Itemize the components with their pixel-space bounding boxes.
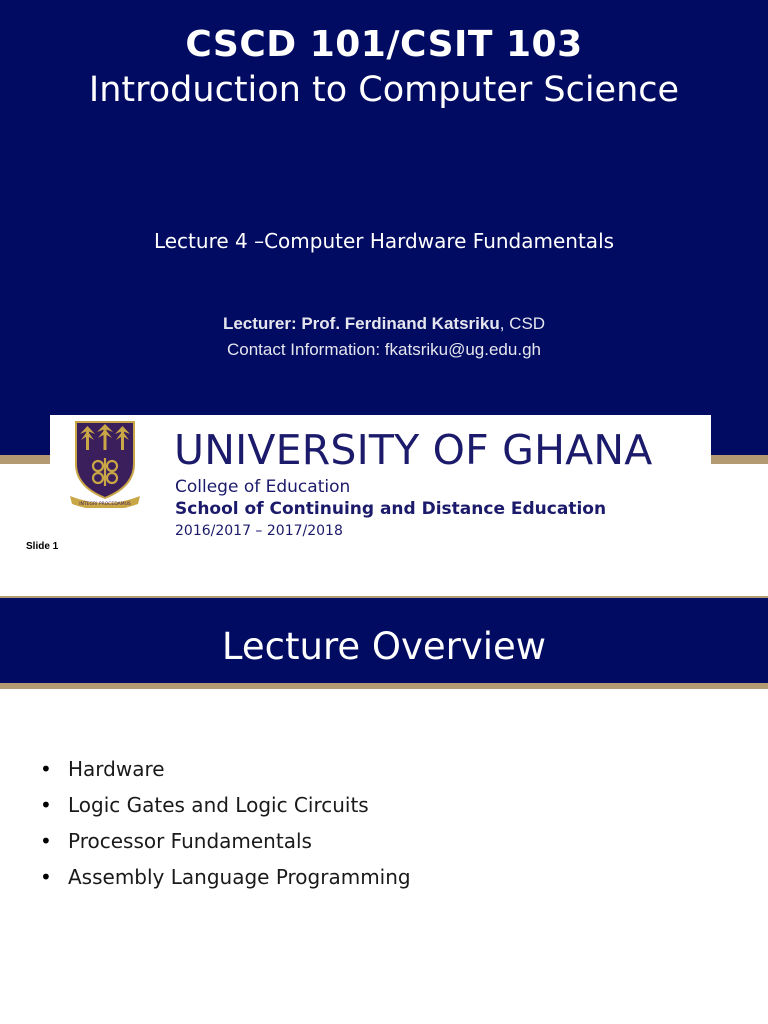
course-code: CSCD 101/CSIT 103 xyxy=(185,24,583,65)
gold-divider-top xyxy=(0,596,768,598)
overview-slide xyxy=(0,596,768,1024)
lecturer-dept: , CSD xyxy=(499,314,546,333)
school-name: School of Continuing and Distance Education xyxy=(175,499,607,519)
course-name: Introduction to Computer Science xyxy=(88,70,680,110)
slide-number: Slide 1 xyxy=(26,541,59,552)
list-item-text: Logic Gates and Logic Circuits xyxy=(68,793,369,817)
list-item-text: Processor Fundamentals xyxy=(68,829,312,853)
list-item-text: Hardware xyxy=(68,757,165,781)
bullet-dot: • xyxy=(40,757,52,781)
gold-divider-bottom xyxy=(0,683,768,689)
university-name: UNIVERSITY OF GHANA xyxy=(174,426,653,474)
crest-motto: INTEGRI PROCEDAMUS xyxy=(79,502,131,507)
list-item-text: Assembly Language Programming xyxy=(68,865,411,889)
bullet-dot: • xyxy=(40,829,52,853)
bullet-dot: • xyxy=(40,793,52,817)
list-item xyxy=(36,829,411,865)
list-item xyxy=(36,793,411,829)
overview-list xyxy=(36,757,411,901)
university-crest-icon xyxy=(68,418,142,508)
lecturer-line xyxy=(0,314,768,334)
lecturer-name: Lecturer: Prof. Ferdinand Katsriku xyxy=(222,314,500,333)
academic-years: 2016/2017 – 2017/2018 xyxy=(175,523,343,539)
college-name: College of Education xyxy=(175,477,351,497)
lecture-title: Lecture 4 –Computer Hardware Fundamentals xyxy=(153,229,615,253)
list-item xyxy=(36,865,411,901)
bullet-dot: • xyxy=(40,865,52,889)
contact-info: Contact Information: fkatsriku@ug.edu.gh xyxy=(227,340,541,359)
list-item xyxy=(36,757,411,793)
overview-title: Lecture Overview xyxy=(221,625,547,668)
